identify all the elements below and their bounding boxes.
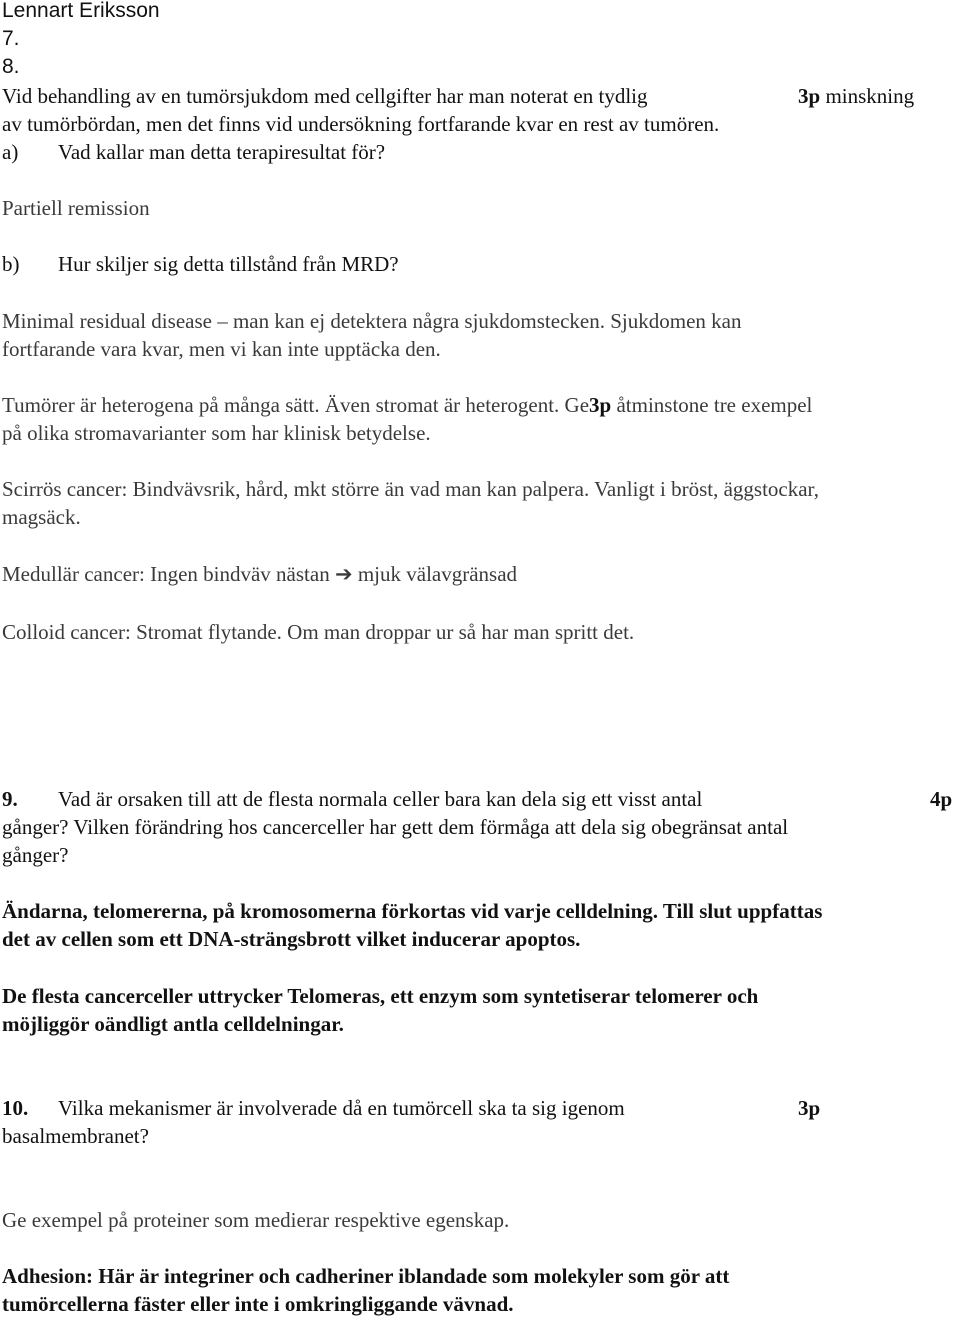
q8b-question — [2, 250, 399, 278]
q8b-label: b) — [2, 252, 20, 276]
q9-question-line-2: gånger? Vilken förändring hos cancerceller har gett dem förmåga att dela sig obegränsat antal — [2, 815, 789, 839]
q9-answer2-line-1: De flesta cancerceller uttrycker Telomeras, ett enzym som syntetiserar telomerer och — [2, 984, 759, 1008]
stroma-line1-b: åtminstone tre exempel — [611, 393, 813, 417]
q9-line1-text: Vad är orsaken till att de flesta normala celler bara kan dela sig ett visst antal — [58, 787, 703, 811]
q9-answer1-line-1: Ändarna, telomererna, på kromosomerna förkortas vid varje celldelning. Till slut uppfattas — [2, 899, 823, 923]
q8a-question — [2, 138, 385, 166]
q8-line1-end: minskning — [825, 84, 915, 108]
q8-line1-text: Vid behandling av en tumörsjukdom med cellgifter har man noterat en tydlig — [2, 84, 648, 108]
q9-question-line-3: gånger? — [2, 843, 69, 867]
q8-text-line-2: av tumörbördan, men det finns vid undersökning fortfarande kvar en rest av tumören. — [2, 112, 720, 136]
question-7-number: 7. — [2, 27, 20, 50]
q8-points-line — [798, 82, 914, 110]
q9-points: 4p — [930, 787, 953, 811]
scirros-line-2: magsäck. — [2, 505, 81, 529]
arrow-right-icon: ➔ — [334, 562, 353, 586]
q10-question-line-2: basalmembranet? — [2, 1124, 149, 1148]
q8-text-line-1 — [2, 82, 647, 110]
stroma-question-line-1 — [2, 391, 812, 419]
q10-number: 10. — [2, 1096, 29, 1120]
q8a-text: Vad kallar man detta terapiresultat för? — [58, 140, 386, 164]
q10-answer-line-2: tumörcellerna fäster eller inte i omkringliggande vävnad. — [2, 1292, 514, 1316]
q8b-answer-line-2: fortfarande vara kvar, men vi kan inte upptäcka den. — [2, 337, 441, 361]
q10-answer-line-1: Adhesion: Här är integriner och cadheriner iblandade som molekyler som gör att — [2, 1264, 730, 1288]
q9-answer2-line-2: möjliggör oändligt antla celldelningar. — [2, 1012, 344, 1036]
medullar-text-a: Medullär cancer: Ingen bindväv nästan — [2, 562, 330, 586]
q10-line1-text: Vilka mekanismer är involverade då en tumörcell ska ta sig igenom — [58, 1096, 625, 1120]
q8b-answer-line-1: Minimal residual disease – man kan ej detektera några sjukdomstecken. Sjukdomen kan — [2, 309, 742, 333]
q10-question-line-1 — [2, 1094, 625, 1122]
q9-answer1-line-2: det av cellen som ett DNA-strängsbrott vilket inducerar apoptos. — [2, 927, 581, 951]
question-8-number: 8. — [2, 55, 20, 78]
q9-number: 9. — [2, 787, 18, 811]
stroma-points: 3p — [589, 393, 612, 417]
q10-question-line-3: Ge exempel på proteiner som medierar respektive egenskap. — [2, 1208, 510, 1232]
q8a-answer: Partiell remission — [2, 196, 150, 220]
q8b-text: Hur skiljer sig detta tillstånd från MRD? — [58, 252, 399, 276]
medullar-text-b: mjuk välavgränsad — [352, 562, 518, 586]
q9-question-line-1 — [2, 785, 702, 813]
q8-points: 3p — [798, 84, 821, 108]
q8a-label: a) — [2, 140, 19, 164]
author-name: Lennart Eriksson — [2, 0, 160, 22]
scirros-line-1: Scirrös cancer: Bindvävsrik, hård, mkt större än vad man kan palpera. Vanligt i bröst, äggstockar, — [2, 477, 819, 501]
colloid-line: Colloid cancer: Stromat flytande. Om man droppar ur så har man spritt det. — [2, 620, 635, 644]
medullar-line — [2, 560, 517, 588]
q10-points: 3p — [798, 1096, 821, 1120]
stroma-line1-a: Tumörer är heterogena på många sätt. Även stromat är heterogent. Ge — [2, 393, 590, 417]
stroma-question-line-2: på olika stromavarianter som har klinisk betydelse. — [2, 421, 431, 445]
